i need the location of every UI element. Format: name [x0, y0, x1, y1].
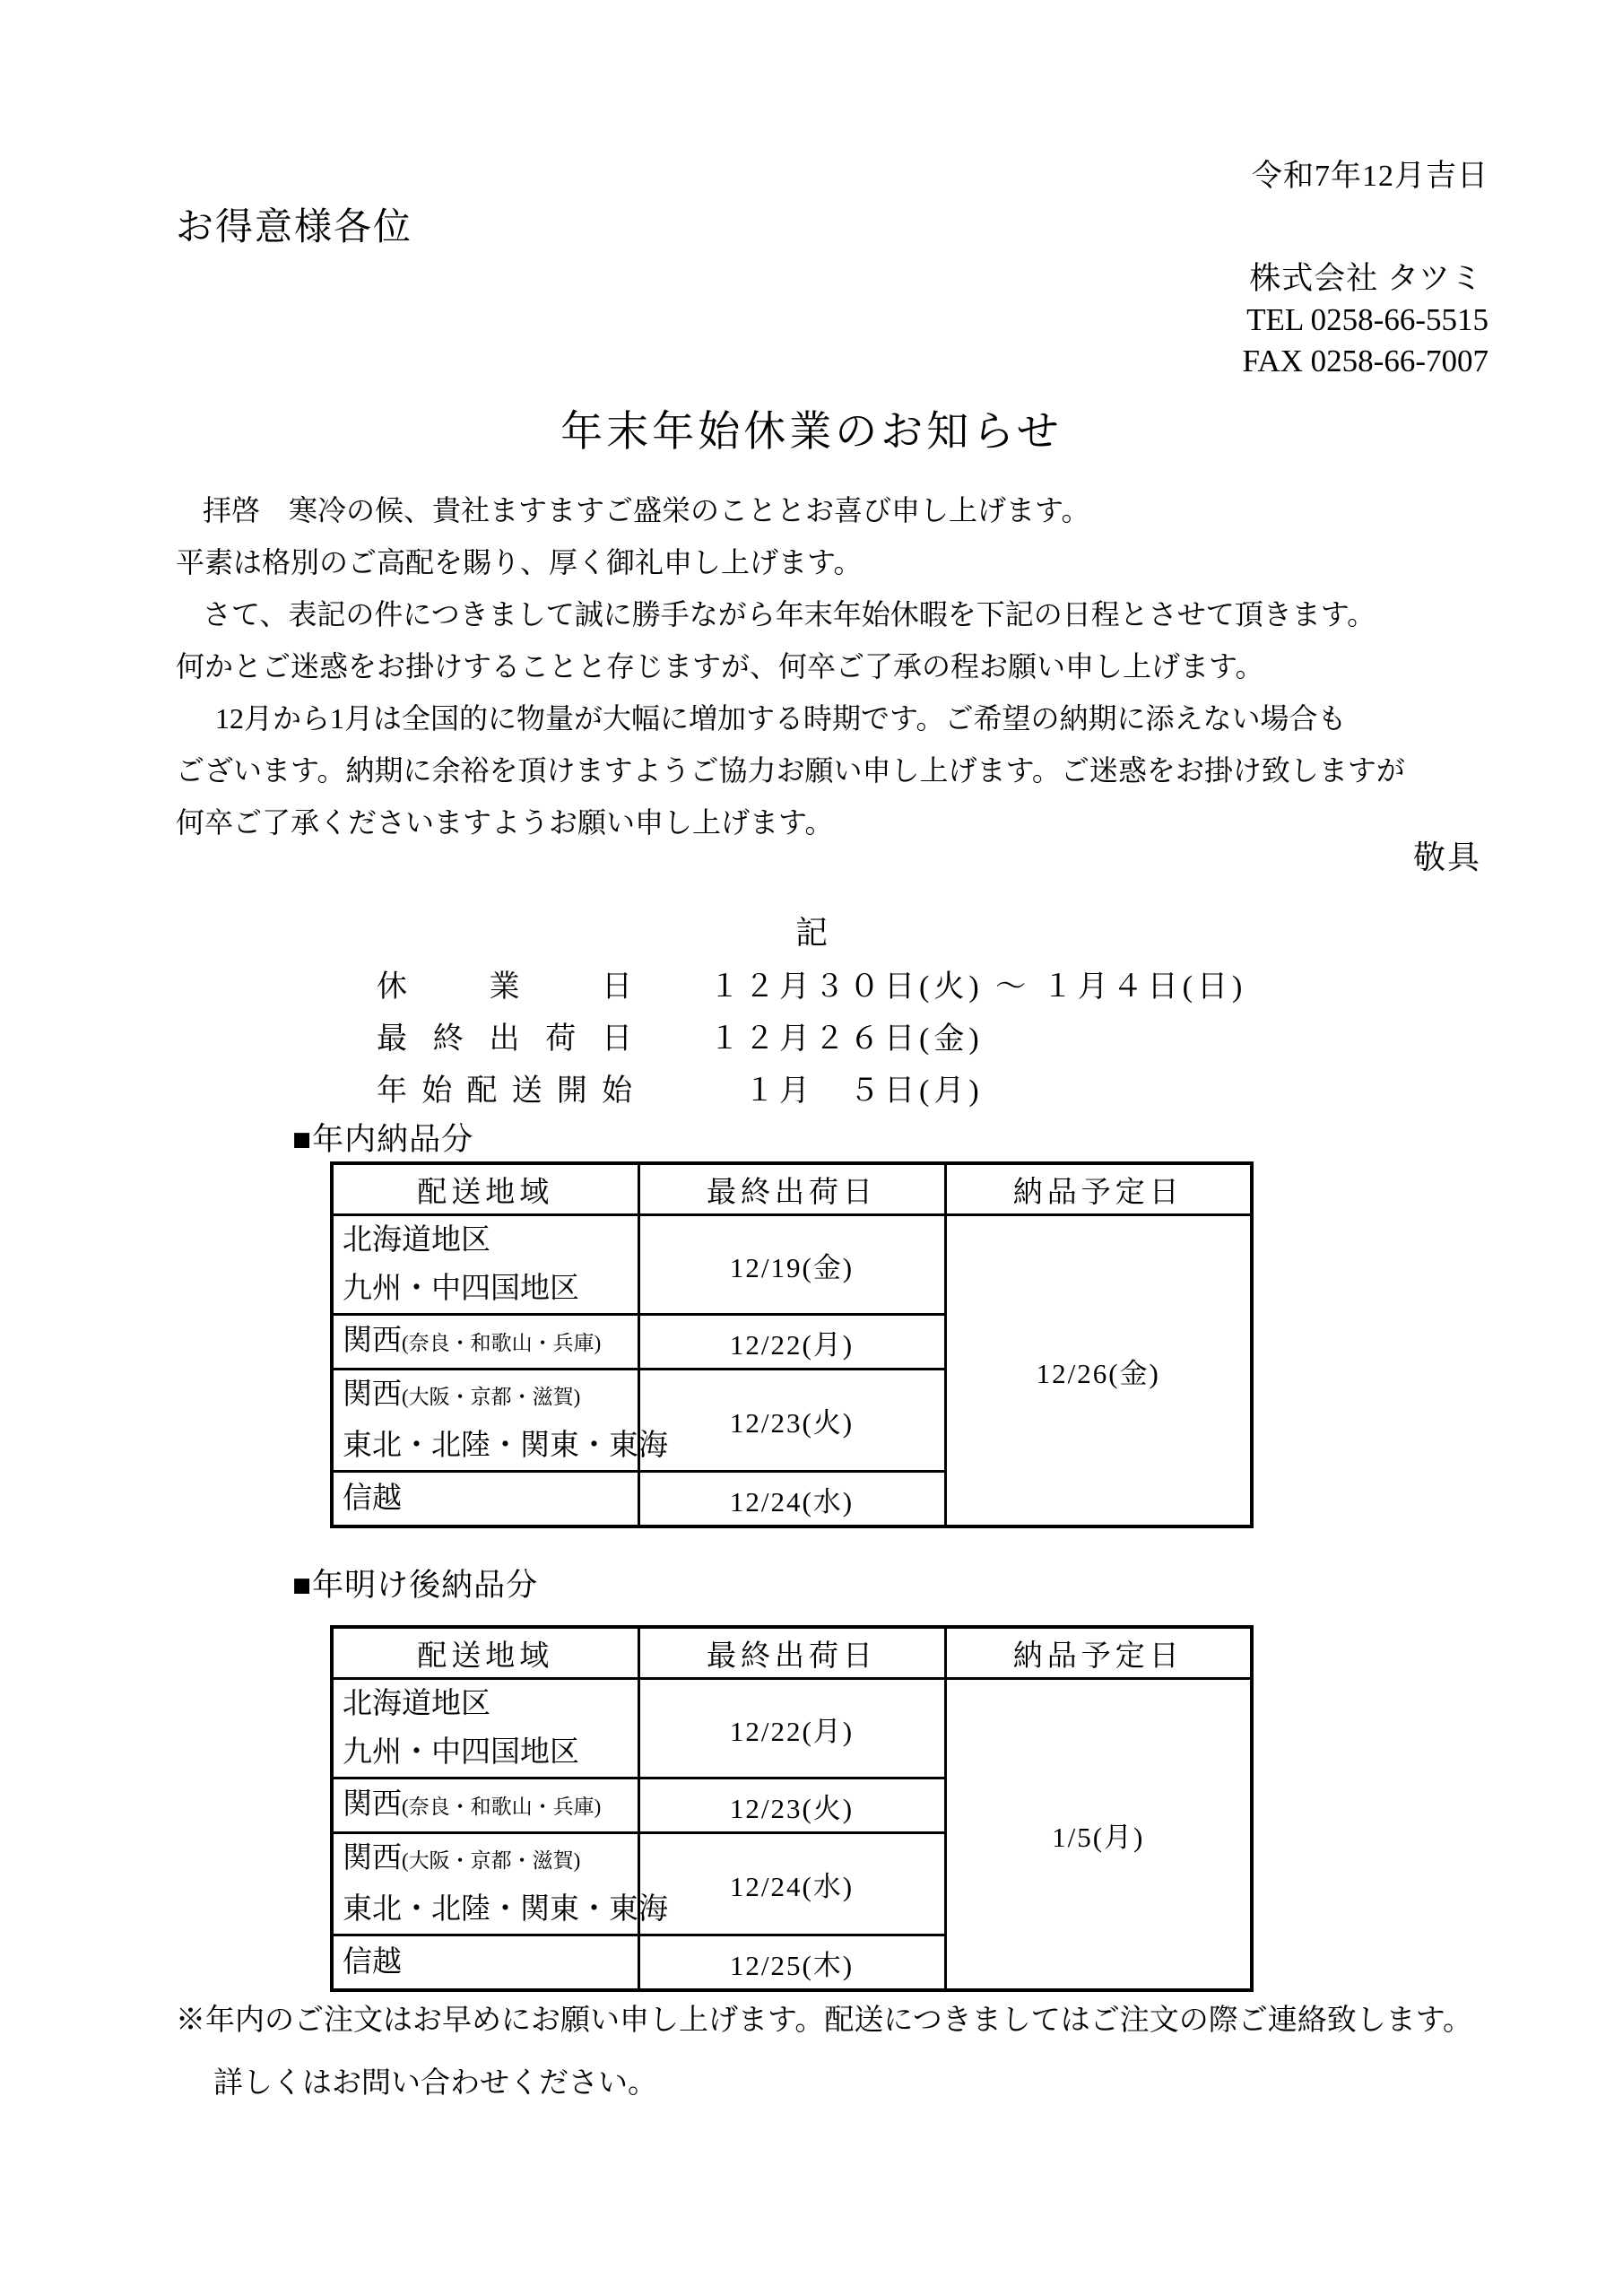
- schedule-label: 最終出荷日: [377, 1022, 632, 1056]
- ship-date-cell: 12/23(火): [638, 1779, 945, 1833]
- delivery-table-year-end: [330, 1161, 1254, 1528]
- table-row: [332, 1215, 1252, 1315]
- table-header-row: [332, 1627, 1252, 1679]
- delivery-date-cell: 1/5(月): [945, 1679, 1252, 1991]
- region-main: 関西: [343, 1787, 402, 1821]
- body-line: 拝啓 寒冷の候、貴社ますますご盛栄のこととお喜び申し上げます。: [203, 494, 1090, 526]
- sender-block: [1243, 258, 1488, 382]
- region-line: 東北・北陸・関東・東海: [343, 1430, 668, 1462]
- schedule-value: １２月２６日(金): [709, 1022, 984, 1056]
- region-sub: (奈良・和歌山・兵庫): [402, 1795, 602, 1818]
- region-cell: [332, 1679, 638, 1779]
- document-date: 令和7年12月吉日: [1252, 160, 1488, 193]
- region-sub: (奈良・和歌山・兵庫): [402, 1331, 602, 1354]
- schedule-label: 休業日: [377, 970, 632, 1004]
- record-marker: 記: [794, 915, 828, 951]
- column-header-region: 配送地域: [332, 1627, 638, 1679]
- column-header-last-shipment: 最終出荷日: [638, 1627, 945, 1679]
- ship-date-cell: 12/22(月): [638, 1679, 945, 1779]
- column-header-delivery-date: 納品予定日: [945, 1163, 1252, 1215]
- closing-keigu: 敬具: [1412, 839, 1481, 875]
- region-line: 九州・中四国地区: [343, 1736, 579, 1769]
- tel-line: TEL 0258-66-5515: [1246, 302, 1488, 337]
- ship-date-cell: 12/22(月): [638, 1315, 945, 1370]
- region-cell: [332, 1315, 638, 1370]
- region-main: 関西: [343, 1842, 402, 1874]
- region-line: 北海道地区: [343, 1688, 490, 1720]
- region-line: 東北・北陸・関東・東海: [343, 1893, 668, 1926]
- fax-line: FAX 0258-66-7007: [1242, 344, 1488, 378]
- body-line: ございます。納期に余裕を頂けますようご協力お願い申し上げます。ご迷惑をお掛け致しますが: [176, 754, 1405, 787]
- schedule-label: 年始配送開始: [377, 1074, 632, 1108]
- section-title-new-year: ■年明け後納品分: [292, 1568, 539, 1603]
- ship-date-cell: 12/23(火): [638, 1370, 945, 1472]
- schedule-value: １月 ５日(月): [709, 1074, 984, 1108]
- body-line: 何かとご迷惑をお掛けすることと存じますが、何卒ご了承の程お願い申し上げます。: [176, 650, 1264, 683]
- region-cell: [332, 1935, 638, 1991]
- section-title-year-end: ■年内納品分: [292, 1122, 474, 1157]
- schedule-row-delivery-restart: [377, 1065, 1246, 1118]
- page-title: 年末年始休業のお知らせ: [560, 409, 1063, 456]
- ship-date-cell: 12/25(木): [638, 1935, 945, 1991]
- schedule-value: １２月３０日(火) ～ １月４日(日): [709, 970, 1247, 1004]
- column-header-last-shipment: 最終出荷日: [638, 1163, 945, 1215]
- column-header-region: 配送地域: [332, 1163, 638, 1215]
- region-sub: (大阪・京都・滋賀): [402, 1849, 581, 1872]
- note-line: ※年内のご注文はお早めにお願い申し上げます。配送につきましてはご注文の際ご連絡致します。: [176, 2005, 1473, 2037]
- region-main: 関西: [343, 1324, 402, 1357]
- region-cell: [332, 1833, 668, 1935]
- region-sub: (大阪・京都・滋賀): [402, 1386, 581, 1408]
- delivery-table-new-year: [330, 1625, 1254, 1992]
- footer-notes: [176, 1989, 1503, 2115]
- body-line: さて、表記の件につきまして誠に勝手ながら年末年始休暇を下記の日程とさせて頂きます。: [203, 598, 1376, 631]
- note-line: 詳しくはお問い合わせください。: [213, 2067, 657, 2100]
- company-name: 株式会社 タツミ: [1249, 261, 1483, 296]
- region-cell: [332, 1215, 638, 1315]
- schedule-row-last-shipment: [377, 1013, 1246, 1065]
- region-line: 九州・中四国地区: [343, 1273, 579, 1305]
- recipient-line: お得意様各位: [176, 207, 413, 248]
- table-header-row: [332, 1163, 1252, 1215]
- body-line: 12月から1月は全国的に物量が大幅に増加する時期です。ご希望の納期に添えない場合も: [215, 702, 1347, 735]
- letter-body: [176, 484, 1494, 848]
- region-line: 信越: [343, 1946, 402, 1979]
- region-cell: [332, 1779, 638, 1833]
- schedule-row-closure: [377, 961, 1246, 1013]
- ship-date-cell: 12/24(水): [638, 1833, 945, 1935]
- region-line: 信越: [343, 1483, 402, 1515]
- ship-date-cell: 12/24(水): [638, 1472, 945, 1527]
- region-cell: [332, 1472, 638, 1527]
- body-line: 平素は格別のご高配を賜り、厚く御礼申し上げます。: [176, 546, 863, 578]
- region-cell: [332, 1370, 668, 1472]
- holiday-schedule: [377, 961, 1246, 1118]
- column-header-delivery-date: 納品予定日: [945, 1627, 1252, 1679]
- ship-date-cell: 12/19(金): [638, 1215, 945, 1315]
- region-main: 関西: [343, 1378, 402, 1411]
- region-line: 北海道地区: [343, 1224, 490, 1257]
- body-line: 何卒ご了承くださいますようお願い申し上げます。: [176, 806, 834, 839]
- delivery-date-cell: 12/26(金): [945, 1215, 1252, 1527]
- table-row: [332, 1679, 1252, 1779]
